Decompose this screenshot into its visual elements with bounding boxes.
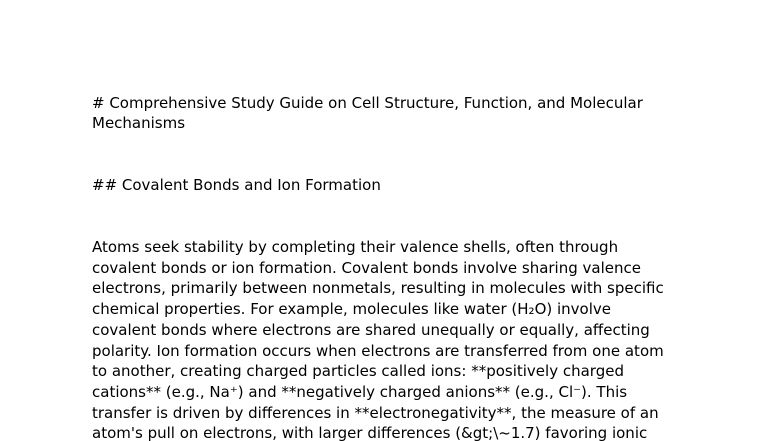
paragraph-line: atom's pull on electrons, with larger differences (&gt;\~1.7) favoring ionic [92,424,648,441]
paragraph-line: chemical properties. For example, molecules like water (H₂O) involve [92,300,612,319]
document-title-line: # Comprehensive Study Guide on Cell Structure, Function, and Molecular [92,94,643,112]
paragraph-line: transfer is driven by differences in **electronegativity**, the measure of an [92,403,659,422]
document-title [92,93,692,133]
body-paragraph [92,237,692,441]
paragraph-line: covalent bonds where electrons are shared unequally or equally, affecting [92,320,650,339]
section-heading: ## Covalent Bonds and Ion Formation [92,176,381,194]
paragraph-line: Atoms seek stability by completing their valence shells, often through [92,238,619,256]
paragraph-line: covalent bonds or ion formation. Covalent bonds involve sharing valence [92,258,641,277]
paragraph-line: to another, creating charged particles called ions: **positively charged [92,362,624,381]
paragraph-line: polarity. Ion formation occurs when electrons are transferred from one atom [92,341,664,360]
paragraph-line: cations** (e.g., Na⁺) and **negatively charged anions** (e.g., Cl⁻). This [92,382,628,401]
document-title-line: Mechanisms [92,114,186,132]
paragraph-line: electrons, primarily between nonmetals, resulting in molecules with specific [92,279,664,298]
